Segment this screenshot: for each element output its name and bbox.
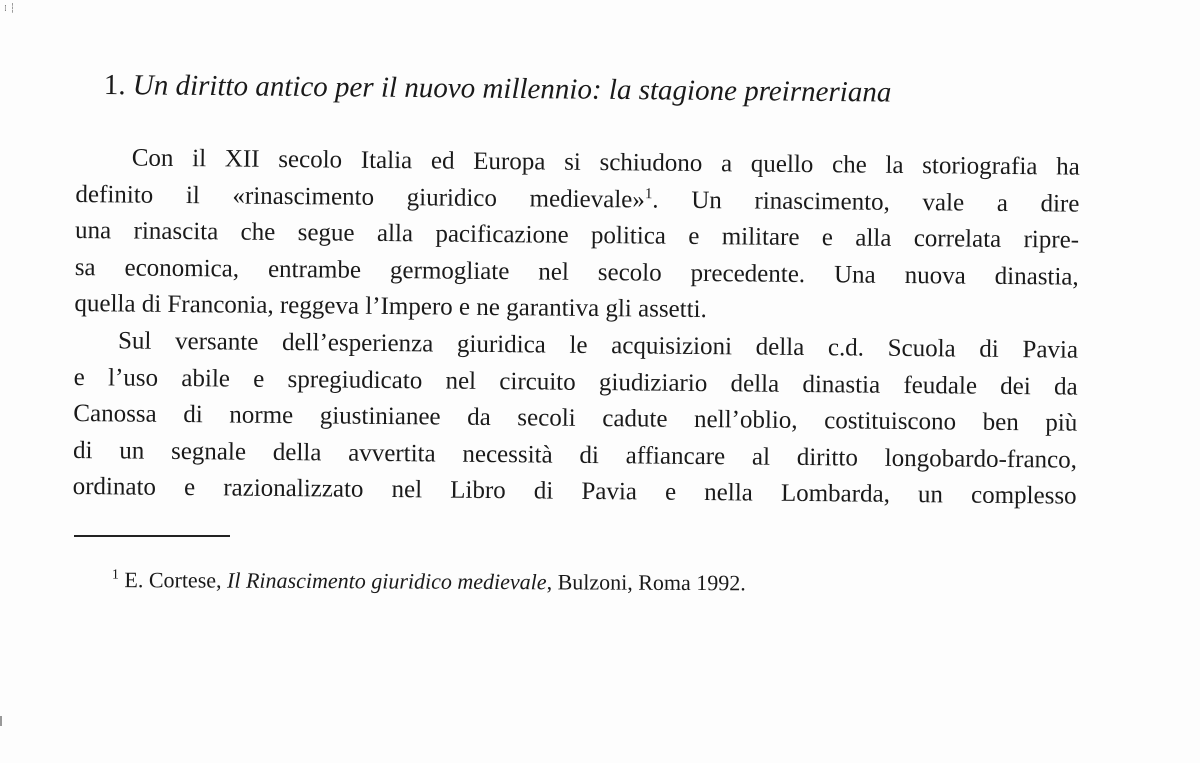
footnote-book-title: Il Rinascimento giuridico medievale	[227, 567, 547, 595]
footnote-marker: 1	[111, 567, 119, 583]
footnote	[112, 565, 1012, 600]
scan-artifact-marks: ⁞ ┆	[4, 4, 16, 14]
section-number: 1.	[103, 68, 126, 102]
text-line: quella di Franconia, reggeva l’Impero e ne garantiva gli assetti.	[74, 290, 707, 324]
section-heading	[104, 68, 1104, 112]
text-line: Canossa di norme giustinianee da secoli cadute nell’oblio, costituiscono ben più	[73, 400, 1078, 437]
footnote-separator	[74, 535, 230, 537]
footnote-publisher: , Bulzoni, Roma 1992.	[546, 569, 746, 596]
text-line: di un segnale della avvertita necessità di affiancare al diritto longobardo-franco,	[72, 436, 1078, 474]
text-line: Sul versante dell’esperienza giuridica le acquisizioni della c.d. Scuola di Pavia	[117, 327, 1079, 364]
footnote-author: E. Cortese,	[124, 567, 228, 593]
body-text	[72, 140, 1079, 516]
section-title: Un diritto antico per il nuovo millennio: la stagione preirneriana	[132, 69, 892, 109]
scan-artifact-tick	[0, 716, 2, 726]
text-line: ordinato e razionalizzato nel Libro di Pavia e nella Lombarda, un complesso	[72, 473, 1077, 510]
text-line-part: . Un rinascimento, vale a dire	[652, 186, 1080, 218]
text-line: Con il XII secolo Italia ed Europa si schiudono a quello che la storiografia ha	[131, 144, 1080, 181]
text-line: e l’uso abile e spregiudicato nel circuito giudiziario della dinastia feudale dei da	[73, 363, 1078, 401]
text-line: sa economica, entrambe germogliate nel secolo precedente. Una nuova dinastia,	[74, 253, 1079, 291]
text-line-part: definito il «rinascimento giuridico medievale»	[75, 180, 645, 214]
text-line: una rinascita che segue alla pacificazione politica e militare e alla correlata ripre-	[74, 217, 1080, 254]
footnote-reference[interactable]: 1	[644, 185, 653, 202]
